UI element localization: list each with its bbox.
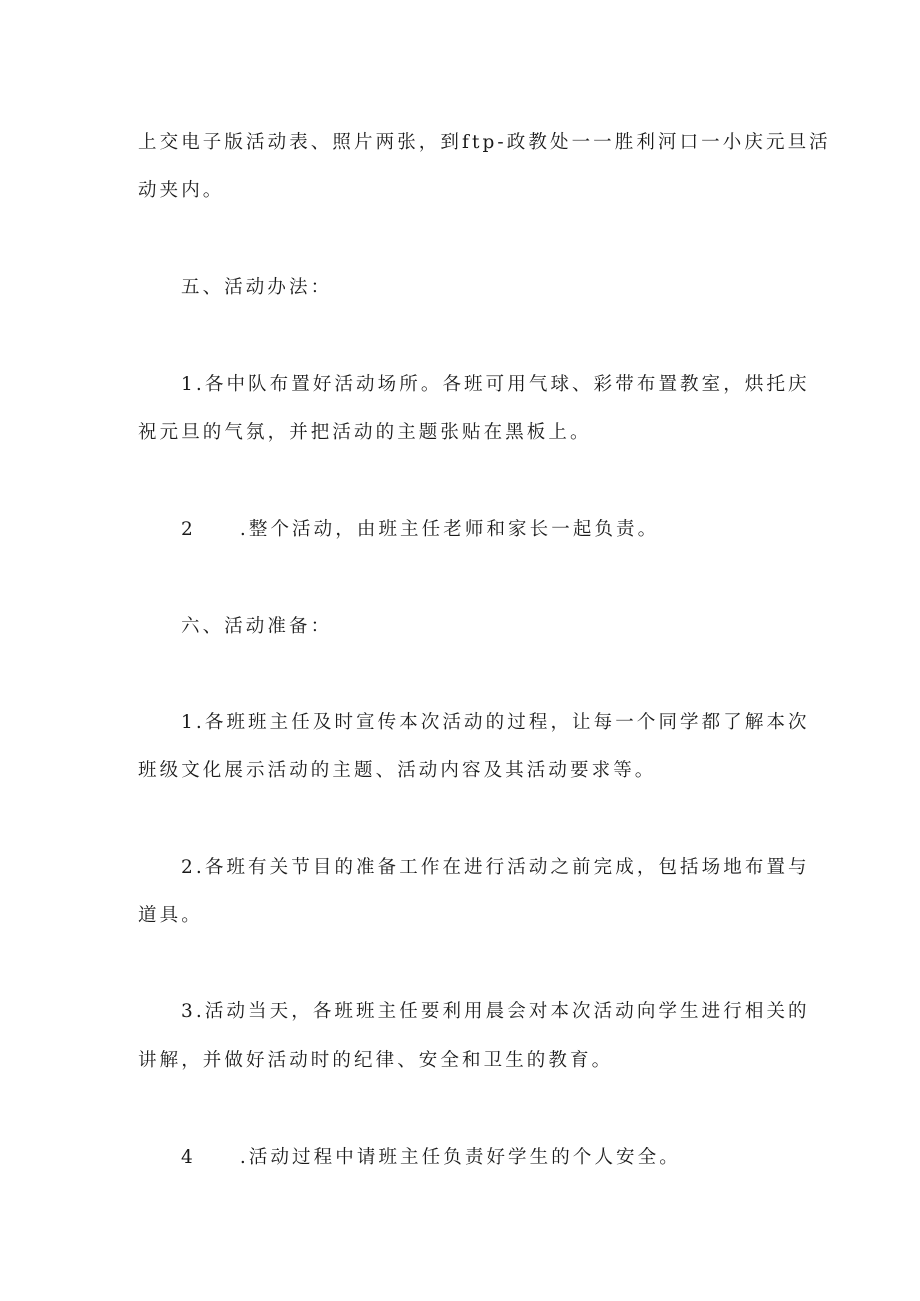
- paragraph-line: 3.活动当天，各班班主任要利用晨会对本次活动向学生进行相关的: [181, 1001, 810, 1022]
- item-text: .整个活动，由班主任老师和家长一起负责。: [239, 519, 660, 540]
- paragraph-line: 2.各班有关节目的准备工作在进行活动之前完成，包括场地布置与: [181, 857, 810, 878]
- paragraph-line: 动夹内。: [138, 180, 225, 201]
- paragraph-line: 祝元旦的气氛，并把活动的主题张贴在黑板上。: [138, 422, 592, 443]
- item-text: .活动过程中请班主任负责好学生的个人安全。: [239, 1147, 681, 1168]
- item-number: 2: [181, 519, 196, 540]
- paragraph-line: 上交电子版活动表、照片两张，到ftp-政教处一一胜利河口一小庆元旦活: [138, 132, 831, 153]
- paragraph-line: 1.各中队布置好活动场所。各班可用气球、彩带布置教室，烘托庆: [181, 374, 810, 395]
- paragraph-line: 道具。: [138, 905, 203, 926]
- paragraph-line: [181, 517, 831, 543]
- paragraph-line: 班级文化展示活动的主题、活动内容及其活动要求等。: [138, 760, 657, 781]
- paragraph-line: 讲解，并做好活动时的纪律、安全和卫生的教育。: [138, 1050, 614, 1071]
- item-number: 4: [181, 1147, 196, 1168]
- section-heading-6: 六、活动准备：: [181, 616, 333, 637]
- paragraph-line: 1.各班班主任及时宣传本次活动的过程，让每一个同学都了解本次: [181, 712, 810, 733]
- paragraph-line: [181, 1145, 831, 1171]
- section-heading-5: 五、活动办法：: [181, 277, 333, 298]
